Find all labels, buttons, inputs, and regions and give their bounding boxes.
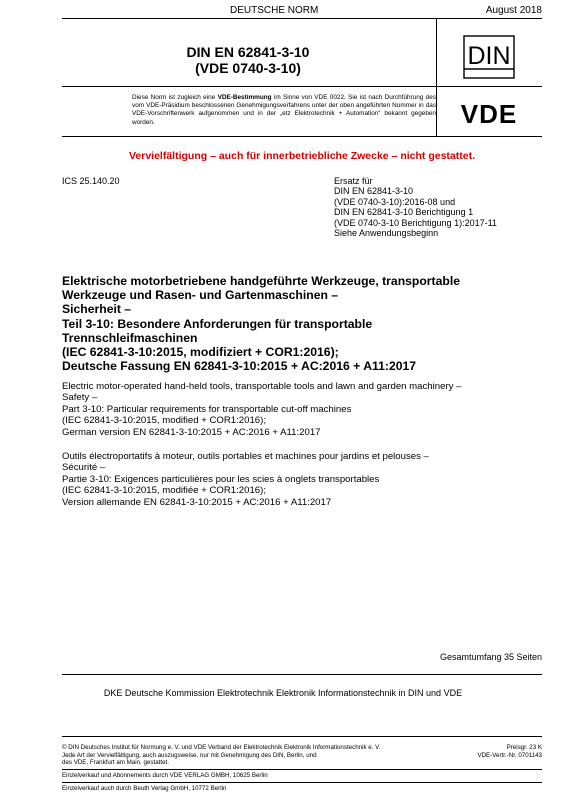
title-de-line: Elektrische motorbetriebene handgeführte Werkzeuge, transportable [62, 274, 460, 288]
vde-note-text-1: Diese Norm ist zugleich eine [132, 94, 218, 101]
copyright-notice [62, 744, 407, 767]
replacement-line: DIN EN 62841-3-10 [334, 186, 414, 197]
sales-beuth: Einzelverkauf auch durch Beuth Verlag GmbH, 10772 Berlin [62, 785, 227, 792]
note-rule [62, 136, 542, 137]
sales-number: VDE-Vertr.-Nr. 0701143 [477, 751, 542, 759]
vde-number: (VDE 0740-3-10) [195, 60, 301, 76]
ics-code: ICS 25.140.20 [62, 176, 120, 186]
vde-logo-text: VDE [460, 100, 518, 126]
vde-note-bold: VDE-Bestimmung [217, 94, 272, 101]
copyright-line: des VDE, Frankfurt am Main, gestattet. [62, 759, 169, 767]
mid-rule [62, 86, 542, 87]
title-de-line: Trennschleifmaschinen [62, 330, 198, 345]
title-en-line: (IEC 62841-3-10:2015, modified + COR1:2016); [62, 415, 266, 427]
header-rule [62, 18, 542, 19]
dke-rule-top [62, 674, 542, 675]
title-fr-line: Partie 3-10: Exigences particulières pour les scies à onglets transportables [62, 473, 380, 485]
sales-rule-1 [62, 769, 542, 770]
replacement-line: DIN EN 62841-3-10 Berichtigung 1 [334, 207, 474, 218]
sales-vde: Einzelverkauf und Abonnements durch VDE VERLAG GMBH, 10625 Berlin [62, 772, 268, 779]
title-german [62, 274, 532, 373]
title-english [62, 381, 532, 438]
copy-warning: Vervielfältigung – auch für innerbetriebliche Zwecke – nicht gestattet. [128, 150, 475, 162]
title-fr-line: (IEC 62841-3-10:2015, modifiée + COR1:2016); [62, 485, 266, 497]
dke-commission: DKE Deutsche Kommission Elektrotechnik Elektronik Informationstechnik in DIN und VDE [103, 688, 463, 698]
replacement-line: (VDE 0740-3-10 Berichtigung 1):2017-11 [334, 217, 497, 228]
title-de-line: Teil 3-10: Besondere Anforderungen für transportable [62, 316, 373, 331]
title-de-line: (IEC 62841-3-10:2015, modifiziert + COR1:2016); [62, 345, 339, 360]
replacement-line: (VDE 0740-3-10):2016-08 und [334, 196, 456, 207]
title-fr-line: Version allemande EN 62841-3-10:2015 + AC:2016 + A11:2017 [62, 496, 332, 508]
replacement-info [334, 176, 497, 238]
vde-determination-note [132, 94, 436, 127]
title-french [62, 451, 532, 508]
title-fr-line: Sécurité – [62, 462, 106, 474]
copyright-line: © DIN Deutsches Institut für Normung e. V. und VDE Verband der Elektrotechnik Elektronik Informationstechnik e. V. [62, 744, 381, 751]
price-group: Preisgr. 23 K [506, 744, 542, 751]
title-en-line: Safety – [62, 392, 98, 404]
issue-date: August 2018 [485, 5, 542, 16]
replacement-line: Siehe Anwendungsbeginn [334, 228, 439, 239]
logo-divider [436, 19, 437, 136]
din-logo [444, 34, 534, 80]
footer-rule [62, 736, 542, 737]
copyright-line: Jede Art der Vervielfältigung, auch auszugsweise, nur mit Genehmigung des DIN, Berlin, und [62, 751, 317, 759]
title-de-line: Sicherheit – [62, 302, 132, 317]
price-info [477, 744, 542, 759]
standard-number: DIN EN 62841-3-10 [186, 44, 310, 60]
title-en-line: German version EN 62841-3-10:2015 + AC:2016 + A11:2017 [62, 426, 321, 438]
din-logo-text: DIN [467, 42, 511, 70]
title-de-line: Werkzeuge und Rasen- und Gartenmaschinen – [62, 288, 339, 303]
title-en-line: Part 3-10: Particular requirements for transportable cut-off machines [62, 403, 352, 415]
sales-rule-2 [62, 782, 542, 783]
vde-note-text-2: im Sinne von VDE 0022. Sie ist nach Durchführung des vom VDE-Präsidium beschlossenen Genehmigungsverfahrens unter der oben angeführten Nummer in das VDE-Vorschriftenwerk aufgenommen und in der „etz Elektrotechnik + Automation“ bekannt gegeben worden. [132, 94, 436, 126]
standard-number-block [62, 44, 434, 76]
page-count: Gesamtumfang 35 Seiten [439, 652, 542, 662]
title-fr-line: Outils électroportatifs à moteur, outils portables et machines pour jardins et pelouses – [62, 451, 429, 462]
vde-logo [446, 100, 532, 126]
replacement-line: Ersatz für [334, 176, 373, 186]
title-en-line: Electric motor-operated hand-held tools, transportable tools and lawn and garden machinery – [62, 381, 462, 392]
title-de-line: Deutsche Fassung EN 62841-3-10:2015 + AC:2016 + A11:2017 [62, 359, 417, 374]
norm-type-label: DEUTSCHE NORM [230, 5, 319, 16]
